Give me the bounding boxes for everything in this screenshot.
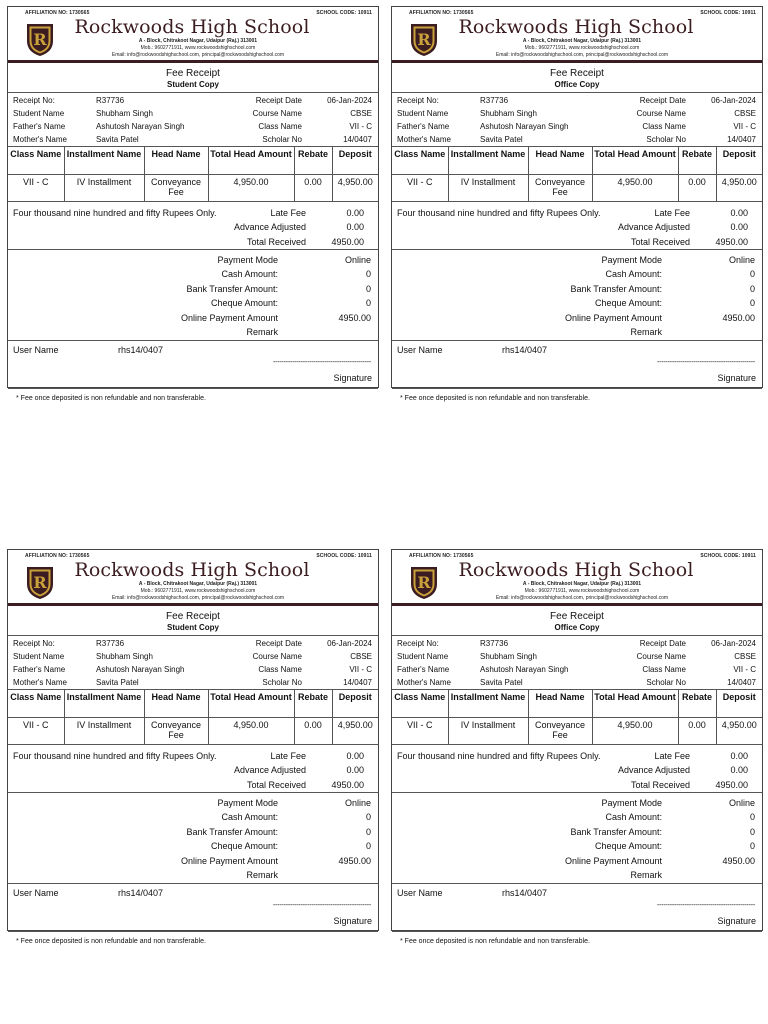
cheque-amount-value: 0: [749, 841, 755, 851]
course-name-label: Course Name: [252, 109, 302, 118]
student-info: [8, 636, 378, 689]
col-class-name: Class Name: [392, 690, 448, 718]
receipt-header: [8, 7, 378, 62]
class-name-value: VII - C: [349, 122, 372, 131]
bank-transfer-value: 0: [365, 284, 371, 294]
cheque-amount-label: Cheque Amount:: [210, 841, 278, 851]
signature-line: ----------------------------------------------: [656, 902, 755, 909]
father-name-value: Ashutosh Narayan Singh: [96, 665, 185, 674]
col-installment-name: Installment Name: [448, 690, 528, 718]
user-signature-block: [8, 884, 378, 932]
payment-block: [8, 793, 378, 884]
late-fee-value: 0.00: [346, 208, 364, 218]
col-head-name: Head Name: [528, 147, 592, 175]
student-name-value: Shubham Singh: [480, 109, 537, 118]
scholar-no-label: Scholar No: [646, 678, 686, 687]
cell-total-amount: 4,950.00: [208, 175, 294, 202]
cell-installment: IV Installment: [448, 718, 528, 745]
school-address: A - Block, Chitrakoot Nagar, Udaipur (Raj.) 313001: [522, 581, 642, 587]
amount-in-words: Four thousand nine hundred and fifty Rupees Only.: [397, 208, 601, 218]
late-fee-value: 0.00: [730, 208, 748, 218]
father-name-value: Ashutosh Narayan Singh: [480, 665, 569, 674]
fee-table-header: [392, 690, 762, 718]
copy-label: Office Copy: [554, 80, 600, 89]
mother-name-label: Mother's Name: [13, 135, 67, 144]
late-fee-label: Late Fee: [654, 751, 690, 761]
signature-label: Signature: [717, 373, 756, 383]
receipt-title: Fee Receipt: [550, 68, 604, 79]
receipt-title: Fee Receipt: [166, 68, 220, 79]
online-payment-value: 4950.00: [338, 856, 371, 866]
payment-mode-label: Payment Mode: [217, 255, 278, 265]
cell-class: VII - C: [8, 175, 64, 202]
totals-block: [8, 202, 378, 250]
user-name-label: User Name: [397, 345, 443, 355]
cell-class: VII - C: [392, 718, 448, 745]
total-received-label: Total Received: [630, 780, 690, 790]
user-signature-block: [392, 884, 762, 932]
bank-transfer-label: Bank Transfer Amount:: [186, 284, 278, 294]
receipt-title: Fee Receipt: [550, 611, 604, 622]
cash-amount-value: 0: [749, 812, 755, 822]
total-received-value: 4950.00: [715, 780, 748, 790]
col-deposit: Deposit: [716, 147, 762, 175]
receipt-office-copy-bottom: [391, 549, 763, 945]
user-signature-block: [392, 341, 762, 389]
online-payment-label: Online Payment Amount: [564, 313, 662, 323]
signature-label: Signature: [333, 916, 372, 926]
table-row: [392, 175, 762, 202]
advance-adjusted-value: 0.00: [730, 765, 748, 775]
online-payment-value: 4950.00: [722, 856, 755, 866]
course-name-value: CBSE: [350, 109, 372, 118]
receipt-title-block: [8, 62, 378, 93]
logo-letter: R: [33, 30, 47, 49]
logo-letter: R: [417, 30, 431, 49]
copy-label: Student Copy: [167, 80, 219, 89]
cell-head: Conveyance Fee: [144, 175, 208, 202]
cell-installment: IV Installment: [64, 718, 144, 745]
father-name-label: Father's Name: [13, 122, 66, 131]
online-payment-label: Online Payment Amount: [180, 313, 278, 323]
cash-amount-label: Cash Amount:: [605, 269, 662, 279]
col-total-head-amount: Total Head Amount: [208, 147, 294, 175]
cheque-amount-value: 0: [365, 841, 371, 851]
receipt-date-label: Receipt Date: [639, 639, 686, 648]
cell-class: VII - C: [392, 175, 448, 202]
late-fee-value: 0.00: [730, 751, 748, 761]
user-name-value: rhs14/0407: [502, 345, 548, 355]
col-head-name: Head Name: [144, 147, 208, 175]
class-name-value: VII - C: [733, 665, 756, 674]
receipt-no-value: R37736: [96, 639, 125, 648]
receipt-date-label: Receipt Date: [255, 96, 302, 105]
col-head-name: Head Name: [144, 690, 208, 718]
receipt-no-value: R37736: [96, 96, 125, 105]
advance-adjusted-value: 0.00: [346, 765, 364, 775]
total-received-value: 4950.00: [715, 237, 748, 247]
cell-class: VII - C: [8, 718, 64, 745]
advance-adjusted-value: 0.00: [730, 222, 748, 232]
refund-policy-note: * Fee once deposited is non refundable and non transferable.: [16, 938, 206, 945]
student-name-label: Student Name: [397, 109, 449, 118]
school-email: Email: info@rockwoodshighschool.com, principal@rockwoodshighschool.com: [111, 595, 285, 601]
totals-block: [392, 202, 762, 250]
course-name-label: Course Name: [636, 652, 686, 661]
header-divider: [8, 60, 378, 63]
col-rebate: Rebate: [678, 690, 716, 718]
user-name-value: rhs14/0407: [502, 888, 548, 898]
school-name: Rockwoods High School: [458, 559, 694, 581]
receipt-no-label: Receipt No:: [13, 96, 55, 105]
scholar-no-label: Scholar No: [262, 135, 302, 144]
header-divider: [8, 603, 378, 606]
col-rebate: Rebate: [294, 147, 332, 175]
cell-total-amount: 4,950.00: [592, 718, 678, 745]
father-name-label: Father's Name: [397, 665, 450, 674]
scholar-no-value: 14/0407: [727, 135, 756, 144]
receipt-no-value: R37736: [480, 96, 509, 105]
col-head-name: Head Name: [528, 690, 592, 718]
copy-label: Student Copy: [167, 623, 219, 632]
receipt-date-value: 06-Jan-2024: [711, 639, 756, 648]
remark-label: Remark: [246, 327, 278, 337]
cheque-amount-label: Cheque Amount:: [594, 841, 662, 851]
father-name-value: Ashutosh Narayan Singh: [480, 122, 569, 131]
user-signature-block: [8, 341, 378, 389]
cheque-amount-label: Cheque Amount:: [594, 298, 662, 308]
cash-amount-value: 0: [365, 269, 371, 279]
bank-transfer-label: Bank Transfer Amount:: [570, 284, 662, 294]
mother-name-label: Mother's Name: [397, 678, 451, 687]
school-email: Email: info@rockwoodshighschool.com, principal@rockwoodshighschool.com: [495, 595, 669, 601]
remark-label: Remark: [630, 327, 662, 337]
col-total-head-amount: Total Head Amount: [208, 690, 294, 718]
totals-block: [8, 745, 378, 793]
remark-label: Remark: [630, 870, 662, 880]
signature-line: ----------------------------------------------: [272, 902, 371, 909]
table-row: [8, 718, 378, 745]
school-address: A - Block, Chitrakoot Nagar, Udaipur (Raj.) 313001: [522, 38, 642, 44]
school-address: A - Block, Chitrakoot Nagar, Udaipur (Raj.) 313001: [138, 581, 258, 587]
advance-adjusted-label: Advance Adjusted: [617, 765, 690, 775]
fee-table: [392, 146, 762, 202]
cell-rebate: 0.00: [678, 175, 716, 202]
affiliation-number: AFFILIATION NO: 1730565: [409, 10, 474, 16]
receipt-no-label: Receipt No:: [397, 96, 439, 105]
bank-transfer-label: Bank Transfer Amount:: [186, 827, 278, 837]
receipt-student-copy-top: [7, 6, 379, 402]
table-row: [392, 718, 762, 745]
cheque-amount-value: 0: [365, 298, 371, 308]
total-received-label: Total Received: [246, 780, 306, 790]
mother-name-value: Savita Patel: [480, 135, 523, 144]
user-name-value: rhs14/0407: [118, 345, 164, 355]
father-name-label: Father's Name: [13, 665, 66, 674]
col-class-name: Class Name: [392, 147, 448, 175]
scholar-no-label: Scholar No: [262, 678, 302, 687]
cell-head: Conveyance Fee: [528, 175, 592, 202]
cell-deposit: 4,950.00: [716, 175, 762, 202]
student-name-label: Student Name: [397, 652, 449, 661]
total-received-label: Total Received: [246, 237, 306, 247]
fee-table: [392, 689, 762, 745]
cell-rebate: 0.00: [294, 175, 332, 202]
col-total-head-amount: Total Head Amount: [592, 690, 678, 718]
late-fee-label: Late Fee: [654, 208, 690, 218]
receipt-no-label: Receipt No:: [397, 639, 439, 648]
student-name-value: Shubham Singh: [96, 109, 153, 118]
col-rebate: Rebate: [678, 147, 716, 175]
advance-adjusted-label: Advance Adjusted: [233, 222, 306, 232]
school-crest-logo: [25, 21, 55, 57]
school-name: Rockwoods High School: [458, 16, 694, 38]
refund-policy-note: * Fee once deposited is non refundable and non transferable.: [400, 395, 590, 402]
logo-letter: R: [33, 573, 47, 592]
course-name-label: Course Name: [636, 109, 686, 118]
cash-amount-value: 0: [365, 812, 371, 822]
affiliation-number: AFFILIATION NO: 1730565: [25, 553, 90, 559]
mother-name-label: Mother's Name: [13, 678, 67, 687]
cell-deposit: 4,950.00: [332, 718, 378, 745]
class-name-value: VII - C: [733, 122, 756, 131]
fee-table-header: [8, 690, 378, 718]
student-name-value: Shubham Singh: [480, 652, 537, 661]
header-divider: [392, 60, 762, 63]
payment-mode-value: Online: [728, 798, 755, 808]
fee-table: [8, 146, 378, 202]
bank-transfer-value: 0: [365, 827, 371, 837]
copy-label: Office Copy: [554, 623, 600, 632]
col-deposit: Deposit: [332, 690, 378, 718]
affiliation-number: AFFILIATION NO: 1730565: [25, 10, 90, 16]
scholar-no-value: 14/0407: [727, 678, 756, 687]
col-deposit: Deposit: [716, 690, 762, 718]
logo-letter: R: [417, 573, 431, 592]
class-name-value: VII - C: [349, 665, 372, 674]
course-name-label: Course Name: [252, 652, 302, 661]
school-name: Rockwoods High School: [74, 559, 310, 581]
cell-deposit: 4,950.00: [332, 175, 378, 202]
father-name-label: Father's Name: [397, 122, 450, 131]
cell-installment: IV Installment: [64, 175, 144, 202]
school-name: Rockwoods High School: [74, 16, 310, 38]
affiliation-number: AFFILIATION NO: 1730565: [409, 553, 474, 559]
mother-name-value: Savita Patel: [480, 678, 523, 687]
receipt-date-value: 06-Jan-2024: [327, 639, 372, 648]
receipt-title-block: [392, 605, 762, 636]
signature-label: Signature: [333, 373, 372, 383]
class-name-label: Class Name: [642, 665, 686, 674]
cell-total-amount: 4,950.00: [208, 718, 294, 745]
online-payment-label: Online Payment Amount: [180, 856, 278, 866]
receipt-header: [392, 550, 762, 605]
amount-in-words: Four thousand nine hundred and fifty Rupees Only.: [13, 751, 217, 761]
cell-installment: IV Installment: [448, 175, 528, 202]
school-email: Email: info@rockwoodshighschool.com, principal@rockwoodshighschool.com: [111, 52, 285, 58]
total-received-value: 4950.00: [331, 780, 364, 790]
student-name-label: Student Name: [13, 109, 65, 118]
payment-block: [392, 250, 762, 341]
school-contact: Mob.: 9602771911, www.rockwoodshighschool.com: [140, 45, 256, 51]
signature-label: Signature: [717, 916, 756, 926]
cheque-amount-label: Cheque Amount:: [210, 298, 278, 308]
payment-mode-label: Payment Mode: [601, 798, 662, 808]
receipt-date-label: Receipt Date: [639, 96, 686, 105]
cell-deposit: 4,950.00: [716, 718, 762, 745]
cell-head: Conveyance Fee: [528, 718, 592, 745]
school-code: SCHOOL CODE: 10911: [316, 553, 372, 559]
father-name-value: Ashutosh Narayan Singh: [96, 122, 185, 131]
table-row: [8, 175, 378, 202]
receipt-date-value: 06-Jan-2024: [327, 96, 372, 105]
remark-label: Remark: [246, 870, 278, 880]
mother-name-value: Savita Patel: [96, 678, 139, 687]
student-info: [392, 636, 762, 689]
student-info: [392, 93, 762, 146]
mother-name-label: Mother's Name: [397, 135, 451, 144]
receipt-title: Fee Receipt: [166, 611, 220, 622]
user-name-label: User Name: [13, 345, 59, 355]
student-name-label: Student Name: [13, 652, 65, 661]
fee-table-header: [392, 147, 762, 175]
school-crest-logo: [25, 564, 55, 600]
col-installment-name: Installment Name: [64, 690, 144, 718]
cell-total-amount: 4,950.00: [592, 175, 678, 202]
scholar-no-label: Scholar No: [646, 135, 686, 144]
bank-transfer-value: 0: [749, 284, 755, 294]
class-name-label: Class Name: [258, 122, 302, 131]
receipt-date-value: 06-Jan-2024: [711, 96, 756, 105]
school-contact: Mob.: 9602771911, www.rockwoodshighschool.com: [524, 45, 640, 51]
mother-name-value: Savita Patel: [96, 135, 139, 144]
col-rebate: Rebate: [294, 690, 332, 718]
late-fee-value: 0.00: [346, 751, 364, 761]
course-name-value: CBSE: [734, 109, 756, 118]
scholar-no-value: 14/0407: [343, 135, 372, 144]
school-code: SCHOOL CODE: 10911: [700, 10, 756, 16]
late-fee-label: Late Fee: [270, 208, 306, 218]
payment-mode-value: Online: [344, 798, 371, 808]
school-crest-logo: [409, 21, 439, 57]
advance-adjusted-label: Advance Adjusted: [617, 222, 690, 232]
payment-mode-label: Payment Mode: [601, 255, 662, 265]
col-class-name: Class Name: [8, 147, 64, 175]
user-name-value: rhs14/0407: [118, 888, 164, 898]
cash-amount-label: Cash Amount:: [605, 812, 662, 822]
payment-block: [392, 793, 762, 884]
cell-rebate: 0.00: [294, 718, 332, 745]
advance-adjusted-value: 0.00: [346, 222, 364, 232]
fee-table: [8, 689, 378, 745]
receipt-date-label: Receipt Date: [255, 639, 302, 648]
col-total-head-amount: Total Head Amount: [592, 147, 678, 175]
cheque-amount-value: 0: [749, 298, 755, 308]
total-received-label: Total Received: [630, 237, 690, 247]
col-class-name: Class Name: [8, 690, 64, 718]
col-installment-name: Installment Name: [448, 147, 528, 175]
receipt-header: [8, 550, 378, 605]
online-payment-value: 4950.00: [722, 313, 755, 323]
receipt-title-block: [392, 62, 762, 93]
total-received-value: 4950.00: [331, 237, 364, 247]
user-name-label: User Name: [397, 888, 443, 898]
payment-mode-value: Online: [728, 255, 755, 265]
advance-adjusted-label: Advance Adjusted: [233, 765, 306, 775]
receipt-no-label: Receipt No:: [13, 639, 55, 648]
receipt-student-copy-bottom: [7, 549, 379, 945]
signature-line: ----------------------------------------------: [272, 359, 371, 366]
refund-policy-note: * Fee once deposited is non refundable and non transferable.: [400, 938, 590, 945]
class-name-label: Class Name: [258, 665, 302, 674]
col-installment-name: Installment Name: [64, 147, 144, 175]
receipt-header: [392, 7, 762, 62]
payment-mode-value: Online: [344, 255, 371, 265]
cash-amount-label: Cash Amount:: [221, 269, 278, 279]
amount-in-words: Four thousand nine hundred and fifty Rupees Only.: [397, 751, 601, 761]
receipt-title-block: [8, 605, 378, 636]
late-fee-label: Late Fee: [270, 751, 306, 761]
school-address: A - Block, Chitrakoot Nagar, Udaipur (Raj.) 313001: [138, 38, 258, 44]
student-info: [8, 93, 378, 146]
class-name-label: Class Name: [642, 122, 686, 131]
online-payment-value: 4950.00: [338, 313, 371, 323]
cash-amount-value: 0: [749, 269, 755, 279]
cell-rebate: 0.00: [678, 718, 716, 745]
col-deposit: Deposit: [332, 147, 378, 175]
payment-block: [8, 250, 378, 341]
refund-policy-note: * Fee once deposited is non refundable and non transferable.: [16, 395, 206, 402]
online-payment-label: Online Payment Amount: [564, 856, 662, 866]
signature-line: ----------------------------------------------: [656, 359, 755, 366]
school-contact: Mob.: 9602771911, www.rockwoodshighschool.com: [524, 588, 640, 594]
header-divider: [392, 603, 762, 606]
bank-transfer-label: Bank Transfer Amount:: [570, 827, 662, 837]
school-code: SCHOOL CODE: 10911: [316, 10, 372, 16]
school-code: SCHOOL CODE: 10911: [700, 553, 756, 559]
course-name-value: CBSE: [734, 652, 756, 661]
student-name-value: Shubham Singh: [96, 652, 153, 661]
user-name-label: User Name: [13, 888, 59, 898]
cash-amount-label: Cash Amount:: [221, 812, 278, 822]
school-email: Email: info@rockwoodshighschool.com, principal@rockwoodshighschool.com: [495, 52, 669, 58]
payment-mode-label: Payment Mode: [217, 798, 278, 808]
scholar-no-value: 14/0407: [343, 678, 372, 687]
cell-head: Conveyance Fee: [144, 718, 208, 745]
receipt-office-copy-top: [391, 6, 763, 402]
receipt-no-value: R37736: [480, 639, 509, 648]
bank-transfer-value: 0: [749, 827, 755, 837]
school-crest-logo: [409, 564, 439, 600]
totals-block: [392, 745, 762, 793]
course-name-value: CBSE: [350, 652, 372, 661]
amount-in-words: Four thousand nine hundred and fifty Rupees Only.: [13, 208, 217, 218]
fee-table-header: [8, 147, 378, 175]
school-contact: Mob.: 9602771911, www.rockwoodshighschool.com: [140, 588, 256, 594]
